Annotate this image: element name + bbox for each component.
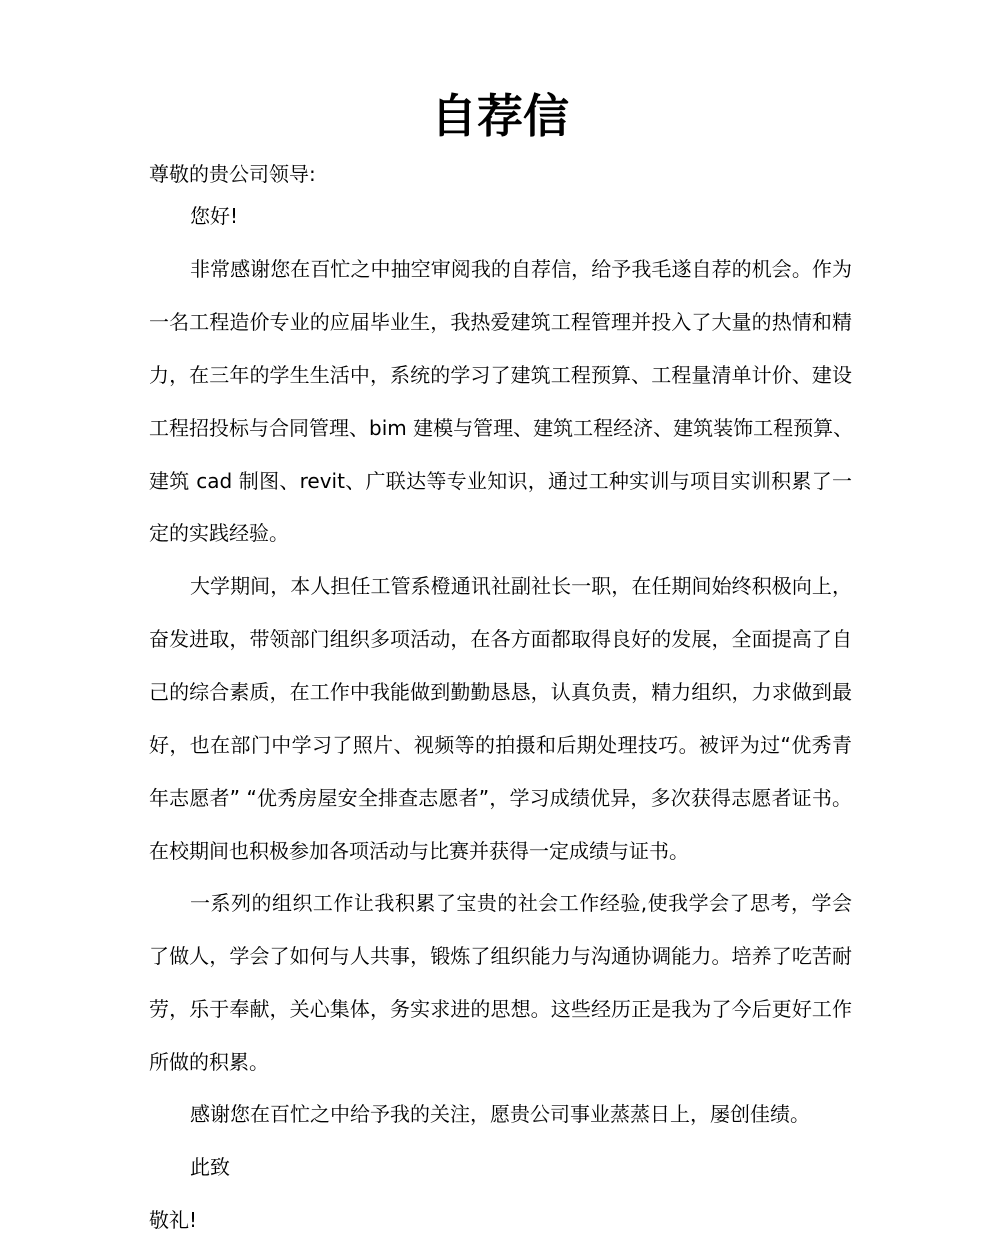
paragraph-1-line: 工程招投标与合同管理、bim 建模与管理、建筑工程经济、建筑装饰工程预算、 — [149, 416, 854, 440]
paragraph-2-line: 好，也在部门中学习了照片、视频等的拍摄和后期处理技巧。被评为过“优秀青 — [149, 733, 852, 757]
salutation: 尊敬的贵公司领导: — [149, 162, 316, 186]
paragraph-2-line: 在校期间也积极参加各项活动与比赛并获得一定成绩与证书。 — [149, 839, 689, 863]
paragraph-2-line: 大学期间，本人担任工管系橙通讯社副社长一职，在任期间始终积极向上， — [190, 574, 852, 598]
paragraph-4: 感谢您在百忙之中给予我的关注，愿贵公司事业蒸蒸日上，屡创佳绩。 — [190, 1102, 810, 1126]
paragraph-2-line: 年志愿者” “优秀房屋安全排查志愿者”，学习成绩优异，多次获得志愿者证书。 — [149, 786, 852, 810]
paragraph-2-line: 奋发进取，带领部门组织多项活动，在各方面都取得良好的发展，全面提高了自 — [149, 627, 852, 651]
paragraph-3-line: 一系列的组织工作让我积累了宝贵的社会工作经验,使我学会了思考，学会 — [190, 891, 852, 915]
paragraph-2-line: 己的综合素质，在工作中我能做到勤勤恳恳，认真负责，精力组织，力求做到最 — [149, 680, 852, 704]
paragraph-3-line: 了做人，学会了如何与人共事，锻炼了组织能力与沟通协调能力。培养了吃苦耐 — [149, 944, 852, 968]
paragraph-1-line: 建筑 cad 制图、revit、广联达等专业知识，通过工种实训与项目实训积累了一 — [149, 469, 852, 493]
paragraph-1-line: 非常感谢您在百忙之中抽空审阅我的自荐信，给予我毛遂自荐的机会。作为 — [190, 257, 852, 281]
paragraph-1-line: 一名工程造价专业的应届毕业生，我热爱建筑工程管理并投入了大量的热情和精 — [149, 310, 852, 334]
regards: 敬礼! — [149, 1208, 198, 1232]
paragraph-1-line: 力，在三年的学生生活中，系统的学习了建筑工程预算、工程量清单计价、建设 — [149, 363, 852, 387]
paragraph-1-line: 定的实践经验。 — [149, 521, 289, 545]
paragraph-3-line: 劳，乐于奉献，关心集体，务实求进的思想。这些经历正是我为了今后更好工作 — [149, 997, 852, 1021]
greeting: 您好! — [190, 204, 239, 228]
closing: 此致 — [190, 1155, 230, 1179]
letter-title: 自荐信 — [431, 89, 569, 143]
paragraph-3-line: 所做的积累。 — [149, 1050, 269, 1074]
